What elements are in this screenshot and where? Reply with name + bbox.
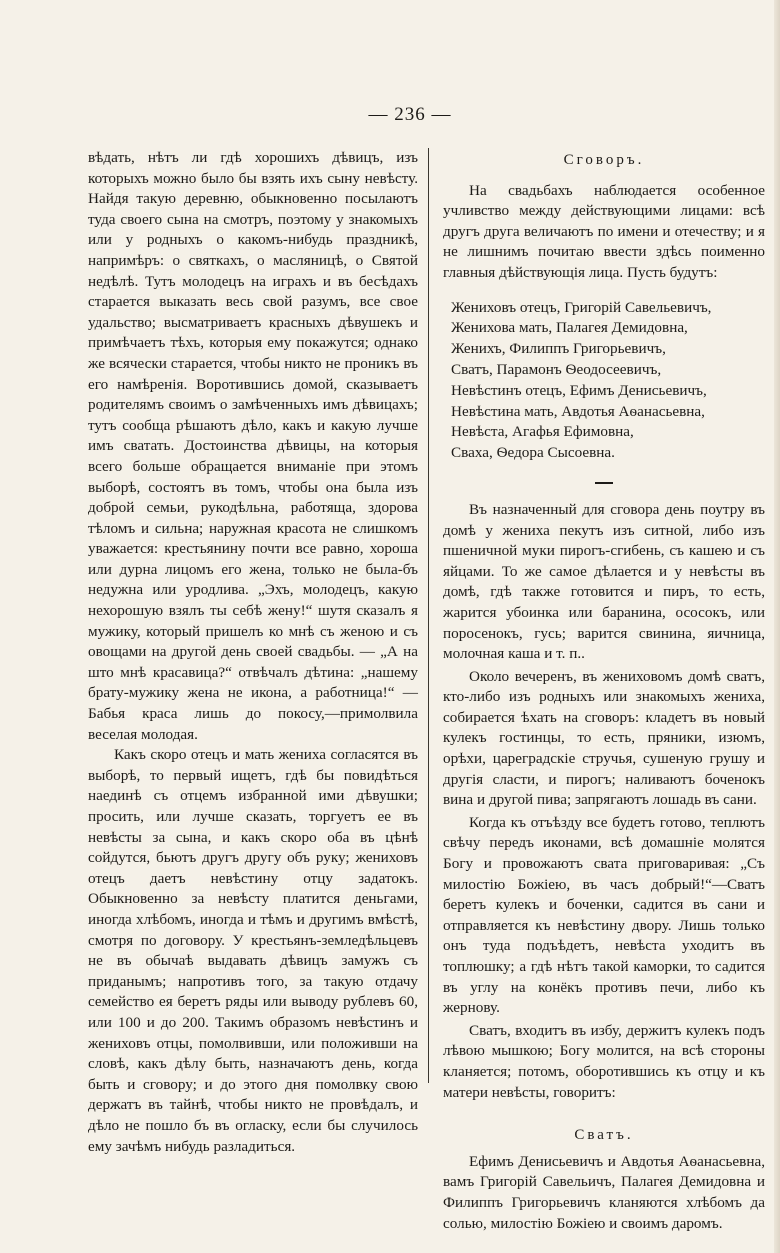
- cast-item: Женихова мать, Палагея Демидовна,: [451, 319, 688, 337]
- section-title: Сговоръ.: [563, 152, 645, 168]
- left-paragraph-1: вѣдать, нѣтъ ли гдѣ хорошихъ дѣвицъ, изъ которыхъ можно было бы взять ихъ сыну невѣсту. Найдя такую деревню, обыкновенно посылаютъ туда своего сына на смотръ, поэтому у знакомыхъ или у родныхъ о какомъ-нибудь праздникѣ, напримѣръ: о святкахъ, о масляницѣ, о Святой недѣлѣ. Тутъ молодецъ на играхъ и въ бесѣдахъ старается выказать весь свой разумъ, все свое удальство; высматриваетъ красныхъ дѣвушекъ и примѣчаетъ тѣхъ, которыя ему покажутся; однако же всячески старается, чтобы никто не проникъ въ его намѣренія. Воротившись домой, сказываетъ родителямъ своимъ о замѣченныхъ имъ дѣвицахъ; тутъ сообща рѣшаютъ дѣло, какъ и какую лучше имъ сватать. Достоинства дѣвицы, на которыя всего больше обращается вниманіе при этомъ выборѣ, состоятъ въ томъ, чтобы она была изъ доброй семьи, рукодѣльна, работяща, здорова тѣломъ и сильна; наружная красота не слишкомъ уважается: крестьянину почти все равно, хороша или дурна лицомъ его жена, только не была-бъ недужна или уродлива. „Эхъ, молодецъ, какую нехорошую взялъ ты себѣ жену!“ шутя сказалъ я мужику, который пришелъ ко мнѣ съ женою и съ овощами на другой день своей свадьбы. — „А на што мнѣ красавица?“ отвѣчалъ дѣтина: „нашему брату-мужику жена не икона, а работница!“ — Бабья краса лишь до покосу,—примолвила веселая молодая.: [88, 149, 418, 743]
- cast-item: Сватъ, Парамонъ Ѳеодосеевичъ,: [451, 360, 662, 378]
- speech-paragraph: Ефимъ Денисьевичъ и Авдотья Аѳанасьевна, вамъ Григорій Савельичъ, Палагея Демидовна и Филиппъ Григорьевичъ кланяются хлѣбомъ да солью, милостію Божіею и своимъ даромъ.: [443, 1152, 765, 1232]
- cast-item: Невѣстинъ отецъ, Ефимъ Денисьевичъ,: [451, 381, 707, 399]
- right-column: [443, 150, 765, 1234]
- cast-list: [451, 298, 765, 464]
- intro-paragraph: На свадьбахъ наблюдается особенное учливство между действующими лицами: всѣ другъ друга величаютъ по имени и отечеству; и я не лишнимъ почитаю ввести здѣсь поименно главныя дѣйствующія лица. Пусть будутъ:: [443, 181, 765, 281]
- page-number: — 236 —: [368, 104, 452, 125]
- cast-item: Женихъ, Филиппъ Григорьевичъ,: [451, 340, 666, 358]
- page-edge: [774, 0, 780, 1253]
- section-divider: [595, 482, 613, 484]
- cast-item: Невѣстина мать, Авдотья Аѳанасьевна,: [451, 402, 705, 420]
- right-paragraph-1: Въ назначенный для сговора день поутру въ домѣ у жениха пекутъ изъ ситной, либо изъ пшеничной муки пирогъ-сгибень, съ кашею и съ яйцами. То же самое дѣлается и у невѣсты въ домѣ, гдѣ также готовится и пиръ, то есть, жарится убоинка или баранина, ососокъ, или поросенокъ, гусь; варится свинина, яичница, молочная каша и т. п..: [443, 500, 765, 663]
- cast-item: Сваха, Ѳедора Сысоевна.: [451, 444, 615, 462]
- right-paragraph-2: Около вечеренъ, въ жениховомъ домѣ сватъ, кто-либо изъ родныхъ или знакомыхъ жениха, собирается ѣхать на сговоръ: кладетъ въ новый кулекъ гостинцы, то есть, пряники, изюмъ, орѣхи, цареградскіе стручья, сушеную грушу и другія сласти, и пирогъ; наливаютъ боченокъ вина и другой пива; запрягаютъ лошадь въ сани.: [443, 667, 765, 809]
- cast-item: Жениховъ отецъ, Григорій Савельевичъ,: [451, 298, 712, 316]
- left-column: [88, 148, 418, 1157]
- left-paragraph-2: Какъ скоро отецъ и мать жениха согласятся въ выборѣ, то первый ищетъ, гдѣ бы повидѣться наединѣ съ отцемъ избранной ими дѣвушки; просить, или лучше сказать, торгуетъ ее въ невѣсты за сына, и какъ скоро оба въ цѣнѣ сойдутся, бьютъ другъ другу объ руку; жениховъ отецъ даетъ невѣстину отцу задатокъ. Обыкновенно за невѣсту платится деньгами, иногда хлѣбомъ, иногда и тѣмъ и другимъ вмѣстѣ, смотря по договору. У крестьянъ-земледѣльцевъ не въ обычаѣ выдавать дѣвицъ замужъ съ приданымъ; напротивъ того, за такую отдачу семейство ея беретъ ряды или выводу рублевъ 60, или 100 и до 200. Такимъ образомъ невѣстинъ и жениховъ отцы, помолвивши, или положивши на словѣ, какъ дѣлу быть, назначаютъ день, когда быть и сговору; и до этого дня помолвку свою держатъ въ тайнѣ, чтобы никто не провѣдалъ, и дѣло не пошло бъ въ огласку, если бы случилось ему зачѣмъ нибудь разладиться.: [88, 746, 418, 1155]
- speaker-heading: Сватъ.: [574, 1127, 634, 1144]
- column-divider: [428, 148, 429, 1083]
- right-paragraph-3: Когда къ отъѣзду все будетъ готово, теплютъ свѣчу передъ иконами, всѣ домашніе молятся Богу и провожаютъ свата приговаривая: „Съ милостію Божіею, въ часъ добрый!“—Сватъ беретъ кулекъ и боченки, садится въ сани и отправляется къ невѣстину двору. Лишь только онъ туда подъѣдетъ, невѣста уходитъ въ топлюшку; а гдѣ нѣтъ такой каморки, то садится въ углу на конёкъ противъ печи, либо къ жернову.: [443, 813, 765, 1017]
- cast-item: Невѣста, Агафья Ефимовна,: [451, 423, 634, 441]
- right-paragraph-4: Сватъ, входитъ въ избу, держитъ кулекъ подъ лѣвою мышкою; Богу молится, на всѣ стороны кланяется; потомъ, оборотившись къ отцу и къ матери невѣсты, говоритъ:: [443, 1021, 765, 1101]
